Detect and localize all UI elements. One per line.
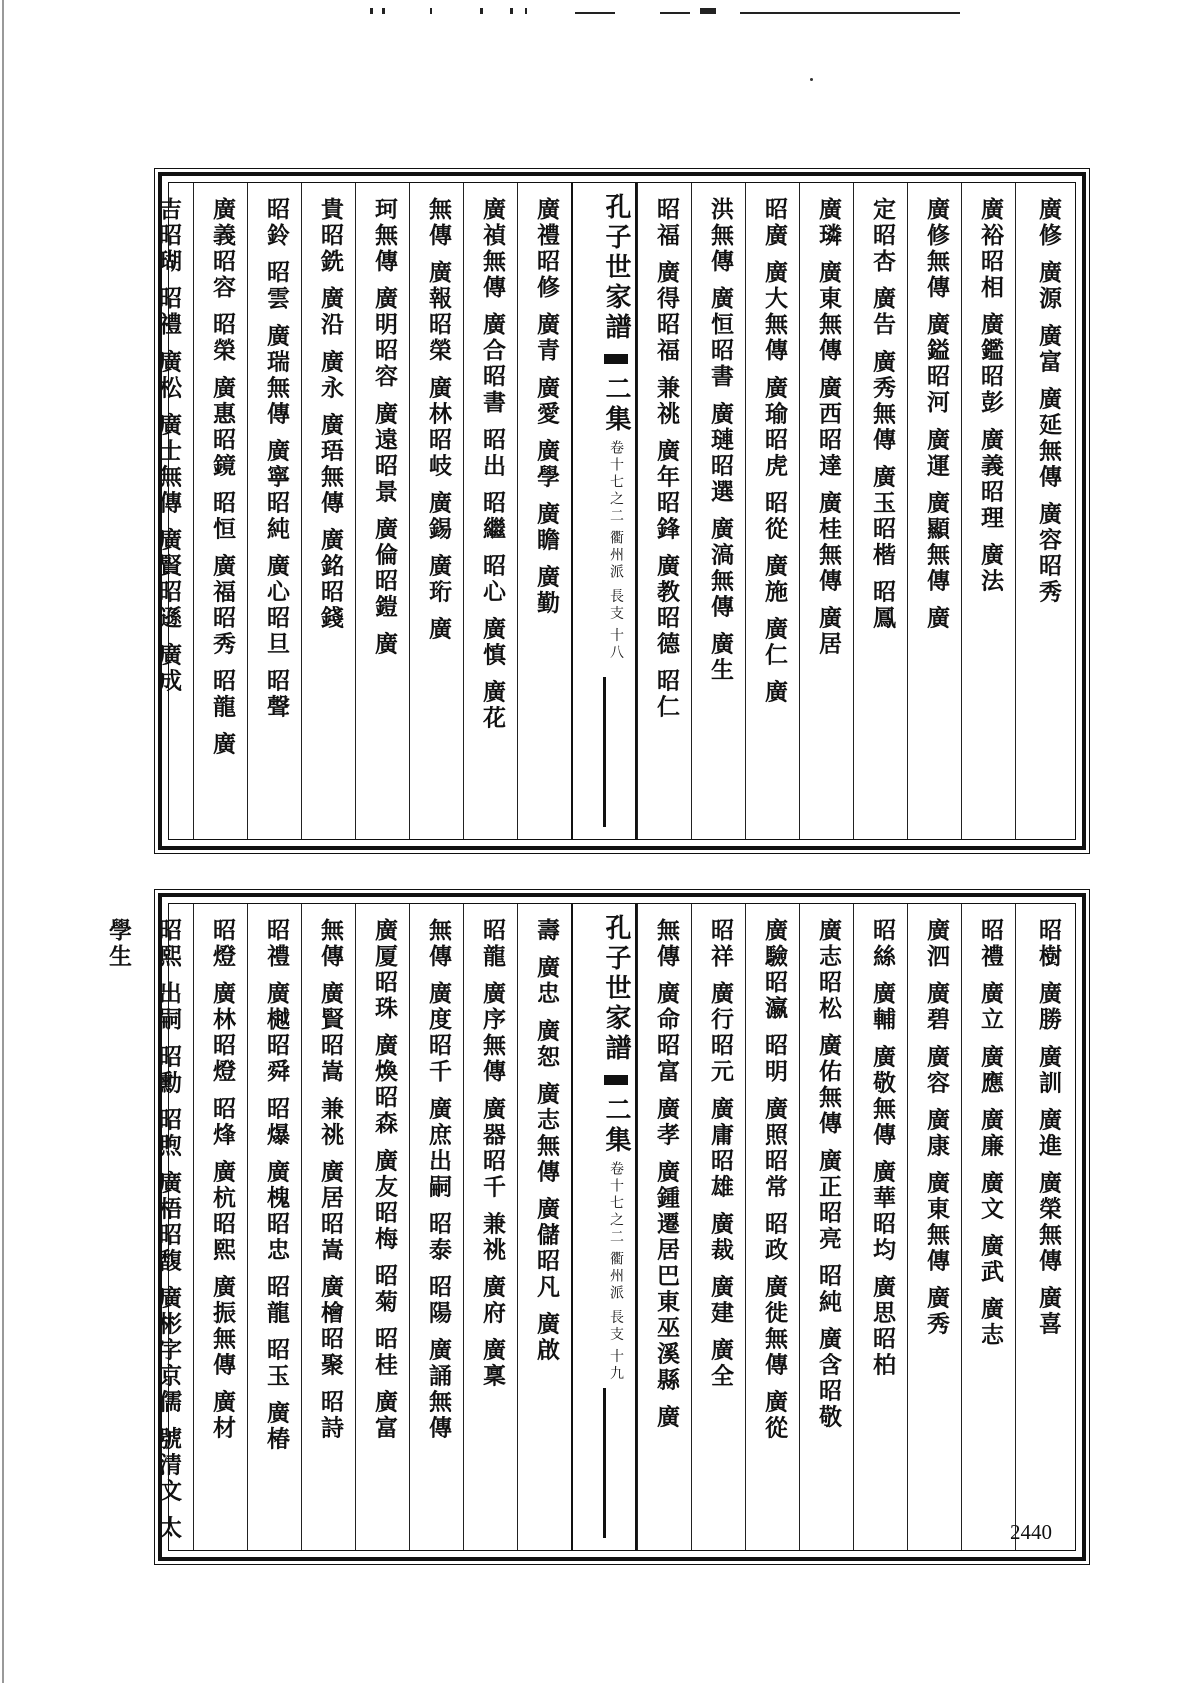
volume-label: 卷十七之二 xyxy=(608,1161,624,1247)
volume-label: 卷十七之二 xyxy=(608,440,624,526)
genealogy-column: 無傳 廣命昭富 廣孝 廣鍾遷居巴東巫溪縣 廣 xyxy=(637,904,691,1550)
scan-speck xyxy=(810,78,813,81)
genealogy-column: 廣修無傳 廣鎰昭河 廣運 廣顯無傳 廣 xyxy=(907,183,961,839)
genealogy-column: 廣泗 廣碧 廣容 廣康 廣東無傳 廣秀 xyxy=(907,904,961,1550)
scan-top-marks xyxy=(360,8,960,16)
genealogy-column: 昭禮 廣立 廣應 廣廉 廣文 廣武 廣志 xyxy=(961,904,1015,1550)
genealogy-column: 昭禮 廣樾昭舜 昭爆 廣槐昭忠 昭龍 昭玉 廣椿 xyxy=(247,904,301,1550)
spine-bar xyxy=(603,677,606,827)
lower-genealogy-panel xyxy=(105,893,1086,1561)
genealogy-column: 廣修 廣源 廣富 廣延無傳 廣容昭秀 xyxy=(1015,183,1073,839)
upper-genealogy-panel xyxy=(155,172,1086,850)
genealogy-column: 廣義昭容 昭榮 廣惠昭鏡 昭恒 廣福昭秀 昭龍 廣 xyxy=(193,183,247,839)
genealogy-column: 吉昭瑚 昭禮 廣松 廣士無傳 廣賢昭遜 廣成 xyxy=(155,197,182,695)
genealogy-column: 廣裕昭相 廣鑑昭彭 廣義昭理 廣法 xyxy=(961,183,1015,839)
book-title: 孔子世家譜 xyxy=(601,193,631,343)
genealogy-column: 廣厦昭珠 廣煥昭森 廣友昭梅 昭菊 昭桂 廣富 xyxy=(355,904,409,1550)
fish-tail-mark xyxy=(604,354,628,364)
genealogy-column: 廣璘 廣東無傳 廣西昭達 廣桂無傳 廣居 xyxy=(799,183,853,839)
genealogy-column: 昭廣 廣大無傳 廣瑜昭虎 昭從 廣施 廣仁 廣 xyxy=(745,183,799,839)
genealogy-column: 昭燈 廣林昭燈 昭烽 廣杭昭熙 廣振無傳 廣材 xyxy=(193,904,247,1550)
book-spine-label xyxy=(571,904,637,1550)
genealogy-column: 昭祥 廣行昭元 廣庸昭雄 廣裁 廣建 廣全 xyxy=(691,904,745,1550)
genealogy-column: 昭鈴 昭雲 廣瑞無傳 廣寧昭純 廣心昭旦 昭聲 xyxy=(247,183,301,839)
genealogy-column: 廣禮昭修 廣青 廣愛 廣學 廣瞻 廣勤 xyxy=(517,183,571,839)
genealogy-column: 廣志昭松 廣佑無傳 廣正昭亮 昭純 廣含昭敬 xyxy=(799,904,853,1550)
page-number: 2440 xyxy=(1010,1520,1052,1544)
branch-label: 衢州派 長支 xyxy=(608,1251,624,1344)
genealogy-column: 珂無傳 廣明昭容 廣遠昭景 廣倫昭鎧 廣 xyxy=(355,183,409,839)
genealogy-column: 壽 廣忠 廣恕 廣志無傳 廣儲昭凡 廣啟 xyxy=(517,904,571,1550)
genealogy-column: 昭熙 出嗣 昭勳 昭煦 廣梧昭馥 廣彬字京儒 號清文 太學生 xyxy=(105,918,182,1542)
collection-label: 二集 xyxy=(601,1096,631,1157)
fish-tail-mark xyxy=(604,1075,628,1085)
book-title: 孔子世家譜 xyxy=(601,914,631,1064)
genealogy-column: 廣驗昭瀛 昭明 廣照昭常 昭政 廣徙無傳 廣從 xyxy=(745,904,799,1550)
page-edge-rule xyxy=(2,0,4,1683)
book-spine-label xyxy=(571,183,637,839)
leaf-number: 十八 xyxy=(608,627,624,662)
genealogy-column: 無傳 廣報昭榮 廣林昭岐 廣錫 廣珩 廣 xyxy=(409,183,463,839)
genealogy-column: 廣禎無傳 廣合昭書 昭出 昭繼 昭心 廣慎 廣花 xyxy=(463,183,517,839)
genealogy-column: 昭絲 廣輔 廣敬無傳 廣華昭均 廣思昭柏 xyxy=(853,904,907,1550)
genealogy-column: 定昭杏 廣告 廣秀無傳 廣玉昭楷 昭鳳 xyxy=(853,183,907,839)
genealogy-column: 無傳 廣度昭千 廣庶出嗣 昭泰 昭陽 廣誦無傳 xyxy=(409,904,463,1550)
genealogy-column: 貴昭銑 廣沿 廣永 廣珸無傳 廣銘昭錢 xyxy=(301,183,355,839)
leaf-number: 十九 xyxy=(608,1348,624,1383)
genealogy-column: 洪無傳 廣恒昭書 廣璉昭選 廣滈無傳 廣生 xyxy=(691,183,745,839)
genealogy-column: 無傳 廣賢昭嵩 兼祧 廣居昭嵩 廣檜昭聚 昭詩 xyxy=(301,904,355,1550)
branch-label: 衢州派 長支 xyxy=(608,530,624,623)
collection-label: 二集 xyxy=(601,375,631,436)
genealogy-column: 昭樹 廣勝 廣訓 廣進 廣榮無傳 廣喜 xyxy=(1015,904,1073,1550)
genealogy-column: 昭龍 廣序無傳 廣器昭千 兼祧 廣府 廣稟 xyxy=(463,904,517,1550)
spine-bar xyxy=(603,1388,606,1538)
genealogy-column: 昭福 廣得昭福 兼祧 廣年昭鋒 廣教昭德 昭仁 xyxy=(637,183,691,839)
